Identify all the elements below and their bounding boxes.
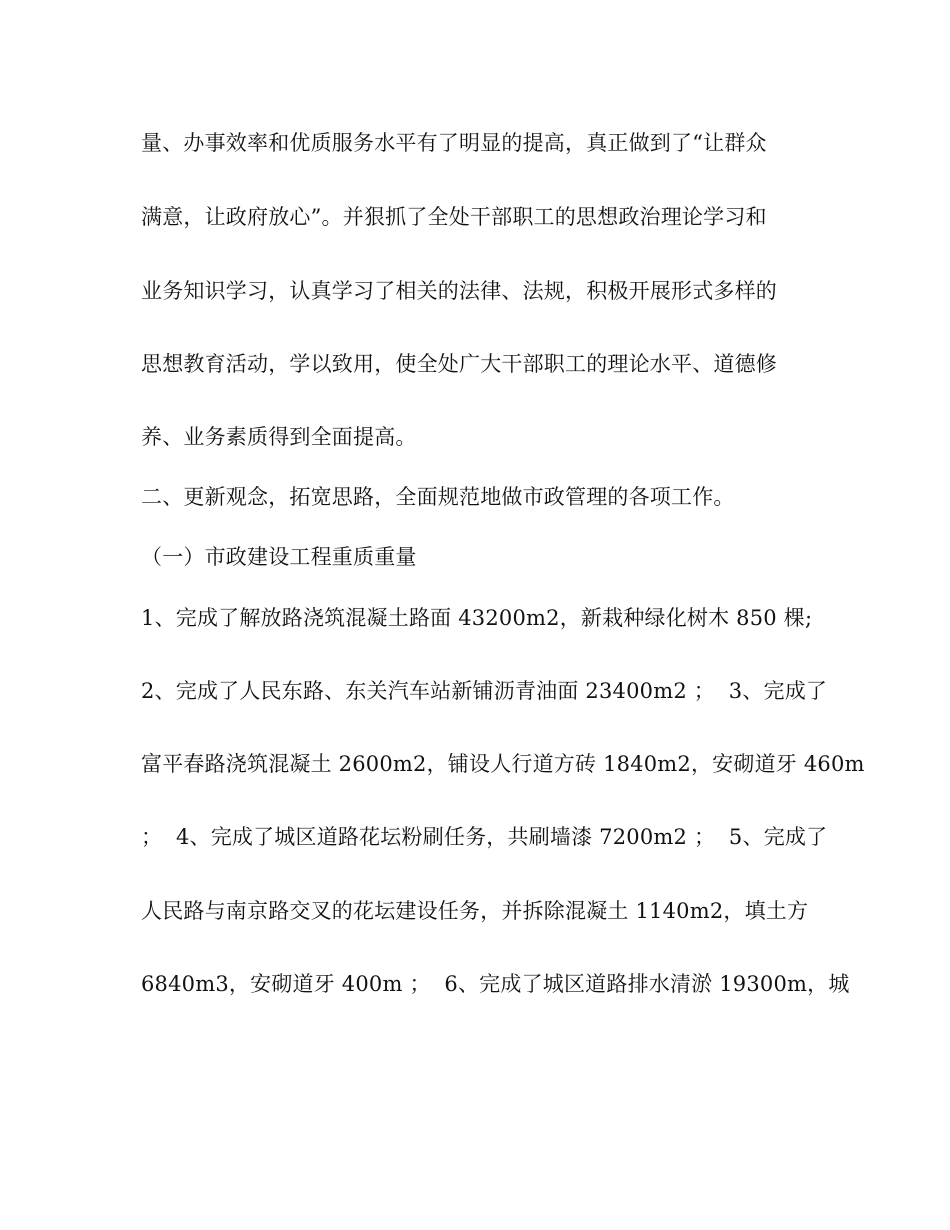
text-line-9: 2、完成了人民东路、东关汽车站新铺沥青油面 23400m2 ； 3、完成了 [141, 679, 828, 703]
text-line-10: 富平春路浇筑混凝土 2600m2，铺设人行道方砖 1840m2，安砌道牙 460m [141, 752, 865, 776]
subsection-heading: （一）市政建设工程重质重量 [141, 545, 417, 569]
text-line-8: 1、完成了解放路浇筑混凝土路面 43200m2，新栽种绿化树木 850 棵; [141, 606, 813, 630]
text-line-3: 业务知识学习，认真学习了相关的法律、法规，积极开展形式多样的 [141, 279, 777, 303]
text-line-11: ； 4、完成了城区道路花坛粉刷任务，共刷墙漆 7200m2 ； 5、完成了 [141, 825, 828, 849]
text-line-2: 满意，让政府放心”。并狠抓了全处干部职工的思想政治理论学习和 [141, 205, 767, 229]
section-heading: 二、更新观念，拓宽思路，全面规范地做市政管理的各项工作。 [141, 485, 735, 509]
text-line-1: 量、办事效率和优质服务水平有了明显的提高，真正做到了“让群众 [141, 131, 767, 155]
text-line-12: 人民路与南京路交叉的花坛建设任务，并拆除混凝土 1140m2，填土方 [141, 899, 809, 923]
text-line-13: 6840m3，安砌道牙 400m ； 6、完成了城区道路排水清淤 19300m，城 [141, 972, 850, 996]
text-line-4: 思想教育活动，学以致用，使全处广大干部职工的理论水平、道德修 [141, 352, 777, 376]
text-line-5: 养、业务素质得到全面提高。 [141, 425, 417, 449]
